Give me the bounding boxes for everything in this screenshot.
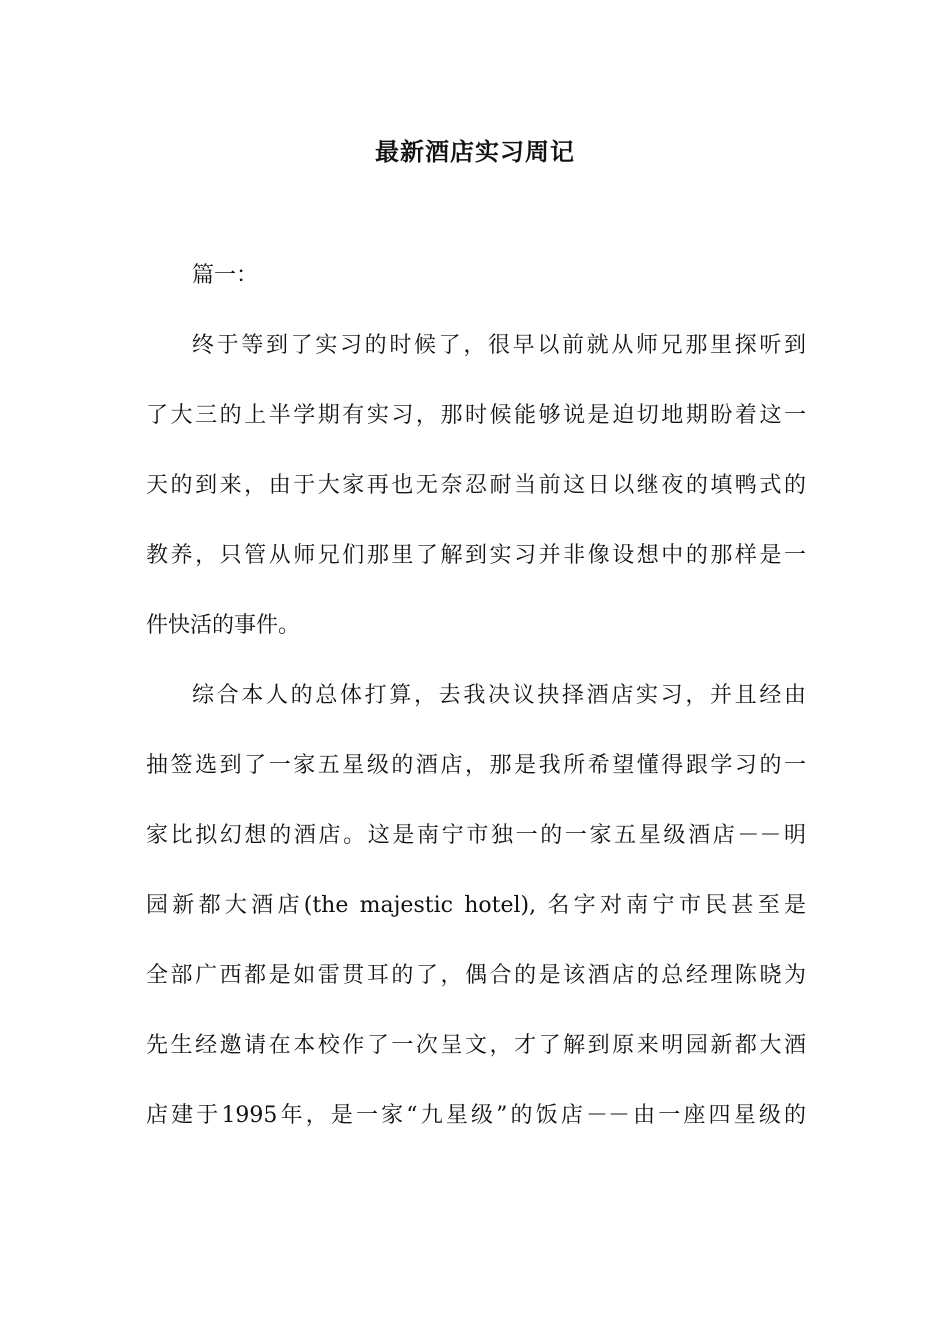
document-body — [146, 256, 806, 1166]
text-line: 家比拟幻想的酒店。这是南宁市独一的一家五星级酒店－－明 — [146, 823, 806, 848]
text-line: 了大三的上半学期有实习，那时候能够说是迫切地期盼着这一 — [146, 403, 806, 428]
text-line: 终于等到了实习的时候了，很早以前就从师兄那里探听到 — [192, 333, 806, 358]
text-line: 店建于1995年，是一家“九星级”的饭店－－由一座四星级的 — [146, 1103, 806, 1128]
text-line: 全部广西都是如雷贯耳的了，偶合的是该酒店的总经理陈晓为 — [146, 963, 806, 988]
text-line: 先生经邀请在本校作了一次呈文，才了解到原来明园新都大酒 — [146, 1033, 806, 1058]
text-line: 园新都大酒店(the majestic hotel), 名字对南宁市民甚至是 — [146, 893, 806, 918]
text-line: 抽签选到了一家五星级的酒店，那是我所希望懂得跟学习的一 — [146, 753, 806, 778]
text-line: 教养，只管从师兄们那里了解到实习并非像设想中的那样是一 — [146, 543, 806, 568]
text-line: 件快活的事件。 — [146, 613, 301, 638]
text-line: 综合本人的总体打算，去我决议抉择酒店实习，并且经由 — [192, 683, 806, 708]
text-line: 天的到来，由于大家再也无奈忍耐当前这日以继夜的填鸭式的 — [146, 473, 806, 498]
text-line: 篇一： — [192, 263, 259, 288]
document-title: 最新酒店实习周记 — [375, 137, 575, 166]
